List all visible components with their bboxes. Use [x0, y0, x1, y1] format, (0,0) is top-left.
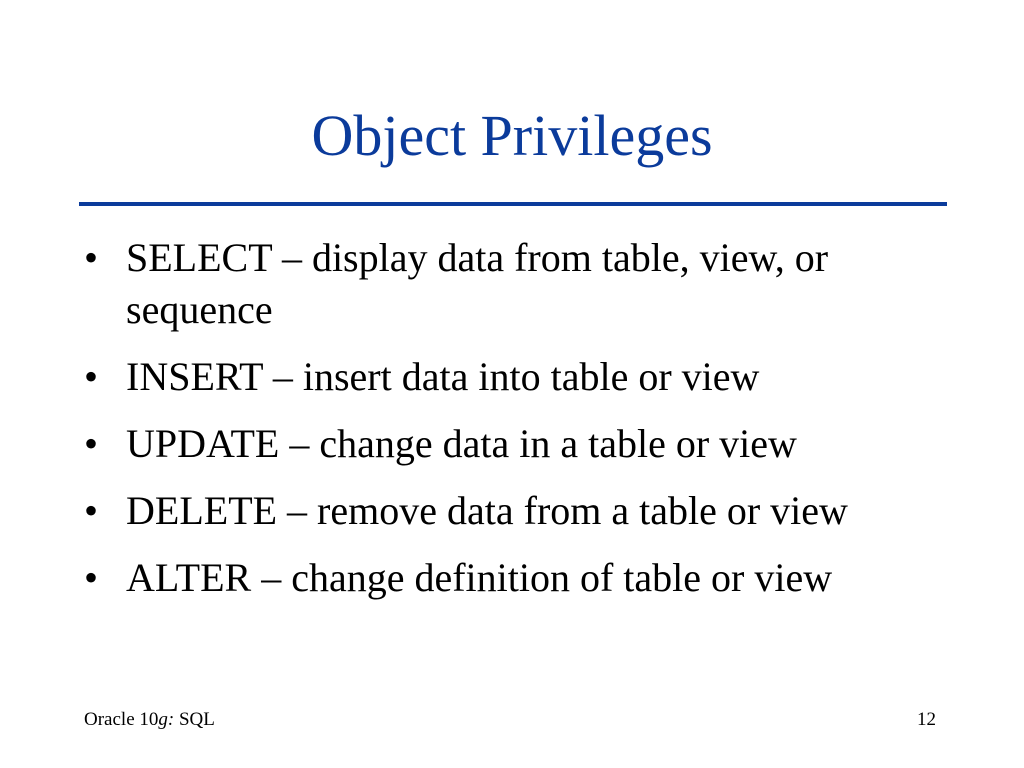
footer-prefix: Oracle 10: [84, 709, 159, 730]
bullet-text: UPDATE – change data in a table or view: [126, 421, 797, 466]
bullet-item: [84, 552, 954, 604]
bullet-glyph: •: [84, 354, 99, 399]
bullet-glyph: •: [84, 555, 99, 600]
bullet-item: [84, 232, 954, 336]
bullet-text: DELETE – remove data from a table or view: [126, 488, 848, 533]
footer-italic: g:: [158, 709, 175, 730]
bullet-item: [84, 351, 954, 403]
title-divider: [79, 202, 947, 206]
footer-course-label: [84, 709, 215, 731]
bullet-list: [84, 232, 954, 619]
bullet-item: [84, 418, 954, 470]
bullet-text: SELECT – display data from table, view, or sequence: [126, 235, 829, 332]
bullet-text: ALTER – change definition of table or view: [126, 555, 833, 600]
footer-suffix: SQL: [174, 709, 215, 730]
bullet-glyph: •: [84, 235, 99, 280]
slide-title: Object Privileges: [311, 103, 713, 168]
bullet-item: [84, 485, 954, 537]
bullet-glyph: •: [84, 488, 99, 533]
page-number: 12: [917, 709, 936, 730]
bullet-text: INSERT – insert data into table or view: [126, 354, 760, 399]
bullet-glyph: •: [84, 421, 99, 466]
